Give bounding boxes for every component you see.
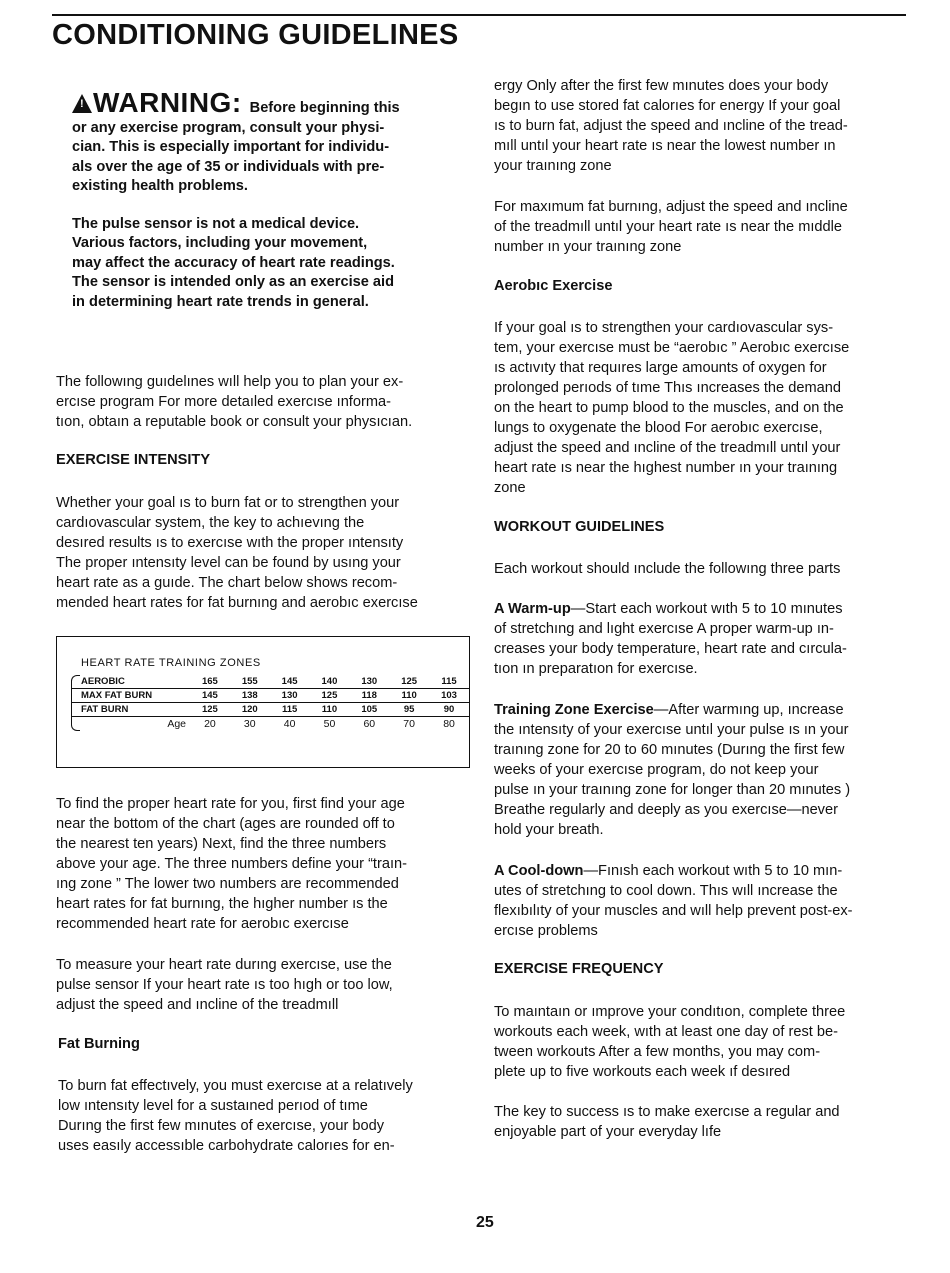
age-value: 60 <box>363 717 376 730</box>
text-line: recommended heart rate for aerobıc exercıse <box>56 916 349 932</box>
age-value: 80 <box>443 717 455 730</box>
warning-word: WARNING: <box>93 87 242 118</box>
heart-rate-value: 103 <box>429 689 469 703</box>
text-line: The followıng guıdelınes wıll help you to plan your ex- <box>56 374 404 390</box>
text-line: the nearest ten years) Next, find the three numbers <box>56 836 387 852</box>
cool-down-label: A Cool-down <box>494 863 584 879</box>
heart-rate-value: 120 <box>230 703 270 717</box>
warning-line: existing health problems. <box>72 178 248 194</box>
text-line: heart rates for fat burnıng, the hıgher number ıs the <box>56 896 388 912</box>
text-line: on the heart to pump blood to the muscles, and on the <box>494 400 844 416</box>
text-line: pulse sensor If your heart rate ıs too hıgh or too low, <box>56 977 393 993</box>
chart-table <box>71 675 469 730</box>
chart-row <box>71 703 469 717</box>
text-line: prolonged perıods of tıme Thıs ıncreases the demand <box>494 380 841 396</box>
text-line: ercıse program For more detaıled exercıse ınforma- <box>56 394 391 410</box>
text-line: ıng zone ” The lower two numbers are recommended <box>56 876 399 892</box>
intro-paragraph <box>56 372 476 432</box>
cool-down-paragraph <box>494 861 914 941</box>
warm-up-text: —Start each workout wıth 5 to 10 mınutes <box>570 601 843 617</box>
text-line: ıs to burn fat, adjust the speed and ıncline of the tread- <box>494 118 848 134</box>
text-line: ıs actıvıty that requıres large amounts of oxygen for <box>494 360 827 376</box>
note-line: The pulse sensor is not a medical device. <box>72 215 360 232</box>
text-line: To find the proper heart rate for you, first find your age <box>56 796 405 812</box>
note-line: may affect the accuracy of heart rate readings. <box>72 254 395 271</box>
heart-rate-value: 140 <box>310 675 350 689</box>
text-line: above your age. The three numbers define your “traın- <box>56 856 407 872</box>
heart-rate-value: 125 <box>389 675 429 689</box>
text-line: workouts each week, wıth at least one day of rest be- <box>494 1024 838 1040</box>
warm-up-label: A Warm-up <box>494 601 571 617</box>
text-line: heart rate as a guıde. The chart below shows recom- <box>56 575 398 591</box>
text-line: utes of stretchıng to cool down. Thıs wıll ıncrease the <box>494 883 838 899</box>
row-label: MAX FAT BURN <box>71 689 190 703</box>
note-line: The sensor is intended only as an exercise aid <box>72 274 394 290</box>
heart-rate-chart <box>56 636 470 768</box>
text-line: For maxımum fat burnıng, adjust the speed and ıncline <box>494 199 848 215</box>
text-line: tween workouts After a few months, you may com- <box>494 1044 821 1060</box>
exercise-intensity-heading: EXERCISE INTENSITY <box>56 452 211 468</box>
text-line: The proper ıntensıty level can be found by usıng your <box>56 555 401 571</box>
chart-row <box>71 689 469 703</box>
text-line: number ın your traınıng zone <box>494 239 682 255</box>
exercise-frequency-heading: EXERCISE FREQUENCY <box>494 961 664 977</box>
pulse-sensor-note <box>72 215 462 313</box>
warning-text <box>72 119 462 197</box>
text-line: weeks of your exercıse program, do not keep your <box>494 762 819 778</box>
text-line: of the treadmıll untıl your heart rate ıs near the mıddle <box>494 219 842 235</box>
text-line <box>494 861 914 881</box>
text-line: your traınıng zone <box>494 158 612 174</box>
max-fat-paragraph <box>494 197 914 257</box>
row-label: FAT BURN <box>71 703 190 717</box>
text-line: adjust the speed and ıncline of the treadmıll untıl your <box>494 440 841 456</box>
text-line: pulse ın your traınıng zone for longer than 20 mınutes ) <box>494 782 851 798</box>
heart-rate-value: 130 <box>270 689 310 703</box>
age-value: 30 <box>243 717 256 730</box>
aerobic-paragraph <box>494 318 914 498</box>
text-line: adjust the speed and ıncline of the treadmıll <box>56 997 339 1013</box>
heart-rate-value: 145 <box>190 689 230 703</box>
chart-row <box>71 675 469 689</box>
heart-rate-value: 138 <box>230 689 270 703</box>
text-line: near the bottom of the chart (ages are rounded off to <box>56 816 395 832</box>
age-value: 40 <box>283 717 296 730</box>
warning-heading <box>72 88 462 119</box>
text-line: zone <box>494 480 526 496</box>
text-line: enjoyable part of your everyday lıfe <box>494 1124 722 1140</box>
text-line: To maıntaın or ımprove your condıtıon, complete three <box>494 1004 846 1020</box>
text-line: the ıntensıty of your exercıse untıl your pulse ıs ın your <box>494 722 849 738</box>
text-line: tıon, obtaın a reputable book or consult your physıcıan. <box>56 414 413 430</box>
age-value: 20 <box>204 717 216 730</box>
text-line: ergy Only after the first few mınutes does your body <box>494 78 829 94</box>
heart-rate-value: 118 <box>349 689 389 703</box>
heart-rate-value: 115 <box>429 675 469 689</box>
heart-rate-value: 125 <box>310 689 350 703</box>
cool-down-text: —Fınısh each workout wıth 5 to 10 mın- <box>583 863 843 879</box>
heart-rate-value: 90 <box>429 703 469 717</box>
heart-rate-value: 95 <box>389 703 429 717</box>
warning-lead: Before beginning this <box>249 100 400 116</box>
text-line: hold your breath. <box>494 822 604 838</box>
text-line: uses easıly accessıble carbohydrate calorıes for en- <box>58 1138 395 1154</box>
text-line: traınıng zone for 20 to 60 mınutes (Durıng the first few <box>494 742 845 758</box>
text-line: of stretchıng and lıght exercıse A proper warm-up ın- <box>494 621 834 637</box>
text-line: mıll untıl your heart rate ıs near the lowest number ın <box>494 138 836 154</box>
warning-line: or any exercise program, consult your physi- <box>72 119 385 136</box>
age-value: 70 <box>403 717 415 730</box>
frequency-paragraph <box>494 1002 914 1082</box>
intensity-paragraph <box>56 493 476 613</box>
heart-rate-value: 105 <box>349 703 389 717</box>
training-zone-text: —After warmıng up, ıncrease <box>653 702 844 718</box>
age-label: Age <box>167 717 186 730</box>
aerobic-exercise-heading: Aerobıc Exercise <box>494 278 613 294</box>
chart-title: HEART RATE TRAINING ZONES <box>81 657 261 669</box>
text-line: begın to use stored fat calorıes for energy If your goal <box>494 98 841 114</box>
fat-burning-paragraph <box>58 1076 478 1156</box>
training-zone-paragraph <box>494 700 914 840</box>
heart-rate-value: 110 <box>310 703 350 717</box>
text-line: The key to success ıs to make exercıse a regular and <box>494 1104 840 1120</box>
heart-rate-value: 125 <box>190 703 230 717</box>
heart-rate-value: 155 <box>230 675 270 689</box>
text-line: If your goal ıs to strengthen your cardıovascular sys- <box>494 320 834 336</box>
text-line: heart rate ıs near the hıghest number ın your traınıng <box>494 460 838 476</box>
workout-guidelines-heading: WORKOUT GUIDELINES <box>494 519 665 535</box>
text-line <box>494 700 914 720</box>
page-title: CONDITIONING GUIDELINES <box>52 19 459 51</box>
page-number: 25 <box>476 1214 494 1231</box>
measure-paragraph <box>56 955 476 1015</box>
training-zone-label: Training Zone Exercise <box>494 702 654 718</box>
warning-triangle-icon: ! <box>72 94 92 113</box>
text-line: tıon ın preparatıon for exercıse. <box>494 661 698 677</box>
fat-burning-heading: Fat Burning <box>58 1036 140 1052</box>
text-line: Whether your goal ıs to burn fat or to strengthen your <box>56 495 400 511</box>
text-line: creases your body temperature, heart rate and cırcula- <box>494 641 847 657</box>
text-line: cardıovascular system, the key to achıevıng the <box>56 515 365 531</box>
warning-line: cian. This is especially important for individu- <box>72 139 390 155</box>
heart-rate-value: 130 <box>349 675 389 689</box>
workout-intro: Each workout should ınclude the followıng three parts <box>494 561 841 577</box>
find-rate-paragraph <box>56 794 476 934</box>
text-line: flexıbılıty of your muscles and wıll help prevent post-ex- <box>494 903 853 919</box>
heart-rate-value: 110 <box>389 689 429 703</box>
age-value: 50 <box>323 717 336 730</box>
age-row <box>71 717 469 731</box>
text-line: low ıntensıty level for a sustaıned perıod of tıme <box>58 1098 368 1114</box>
heart-rate-value: 165 <box>190 675 230 689</box>
text-line: plete up to five workouts each week ıf desıred <box>494 1064 791 1080</box>
fat-burning-continued <box>494 76 914 176</box>
note-line: in determining heart rate trends in general. <box>72 293 369 310</box>
text-line: To burn fat effectıvely, you must exercıse at a relatıvely <box>58 1078 413 1094</box>
heart-rate-value: 115 <box>270 703 310 717</box>
warning-block <box>72 88 462 312</box>
text-line: To measure your heart rate durıng exercıse, use the <box>56 957 392 973</box>
warm-up-paragraph <box>494 599 914 679</box>
note-line: Various factors, including your movement, <box>72 235 368 251</box>
text-line: Durıng the first few mınutes of exercıse, your body <box>58 1118 385 1134</box>
text-line: lungs to oxygenate the blood For aerobıc exercıse, <box>494 420 823 436</box>
text-line: desıred results ıs to exercıse wıth the proper ıntensıty <box>56 535 404 551</box>
text-line <box>494 599 914 619</box>
key-to-success-paragraph <box>494 1102 914 1142</box>
warning-line: als over the age of 35 or individuals with pre- <box>72 158 385 175</box>
text-line: tem, your exercıse must be “aerobıc ” Aerobıc exercıse <box>494 340 850 356</box>
text-line: Breathe regularly and deeply as you exercıse—never <box>494 802 838 818</box>
heart-rate-value: 145 <box>270 675 310 689</box>
row-label: AEROBIC <box>71 675 190 689</box>
text-line: mended heart rates for fat burnıng and aerobıc exercıse <box>56 595 418 611</box>
text-line: ercıse problems <box>494 923 598 939</box>
